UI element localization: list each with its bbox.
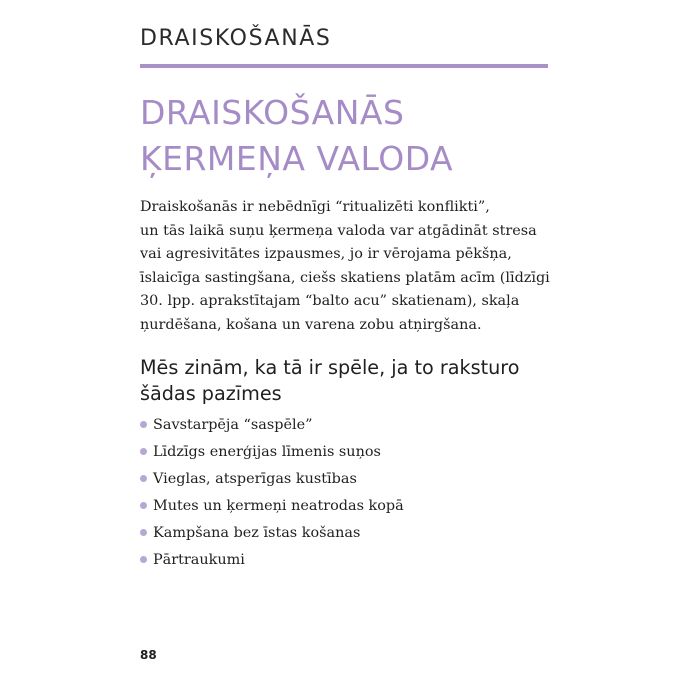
list-item-text: Vieglas, atsperīgas kustības bbox=[153, 471, 357, 487]
bullet-dot-icon bbox=[140, 421, 147, 428]
subheading-line: Mēs zinām, ka tā ir spēle, ja to raksturo bbox=[140, 356, 520, 379]
list-item bbox=[140, 441, 404, 468]
page-title bbox=[140, 90, 453, 182]
section-subheading bbox=[140, 355, 520, 407]
list-item-text: Savstarpēja “saspēle” bbox=[153, 417, 313, 433]
body-line: īslaicīga sastingšana, ciešs skatiens platām acīm (līdzīgi bbox=[140, 269, 550, 286]
list-item bbox=[140, 468, 404, 495]
title-line: ĶERMEŅA VALODA bbox=[140, 139, 454, 178]
list-item bbox=[140, 495, 404, 522]
subheading-line: šādas pazīmes bbox=[140, 382, 282, 405]
bullet-dot-icon bbox=[140, 475, 147, 482]
bullet-dot-icon bbox=[140, 502, 147, 509]
body-line: un tās laikā suņu ķermeņa valoda var atgādināt stresa bbox=[140, 222, 537, 239]
list-item-text: Kampšana bez īstas košanas bbox=[153, 525, 361, 541]
running-header: DRAISKOŠANĀS bbox=[140, 26, 332, 51]
body-line: ņurdēšana, košana un varena zobu atņirgšana. bbox=[140, 316, 482, 333]
list-item bbox=[140, 549, 404, 576]
bullet-dot-icon bbox=[140, 448, 147, 455]
list-item-text: Mutes un ķermeņi neatrodas kopā bbox=[153, 498, 404, 514]
bullet-dot-icon bbox=[140, 529, 147, 536]
list-item bbox=[140, 522, 404, 549]
title-line: DRAISKOŠANĀS bbox=[140, 93, 405, 132]
body-line: Draiskošanās ir nebēdnīgi “ritualizēti konflikti”, bbox=[140, 199, 490, 215]
list-item bbox=[140, 414, 404, 441]
body-line: 30. lpp. aprakstītajam “balto acu” skatienam), skaļa bbox=[140, 293, 520, 310]
list-item-text: Līdzīgs enerģijas līmenis suņos bbox=[153, 444, 381, 460]
body-line: vai agresivitātes izpausmes, jo ir vērojama pēkšņa, bbox=[140, 246, 512, 263]
bullet-dot-icon bbox=[140, 556, 147, 563]
list-item-text: Pārtraukumi bbox=[153, 552, 245, 568]
bullet-list bbox=[140, 414, 404, 576]
body-paragraph bbox=[140, 196, 570, 338]
header-rule bbox=[140, 64, 548, 68]
page-number: 88 bbox=[140, 648, 157, 662]
